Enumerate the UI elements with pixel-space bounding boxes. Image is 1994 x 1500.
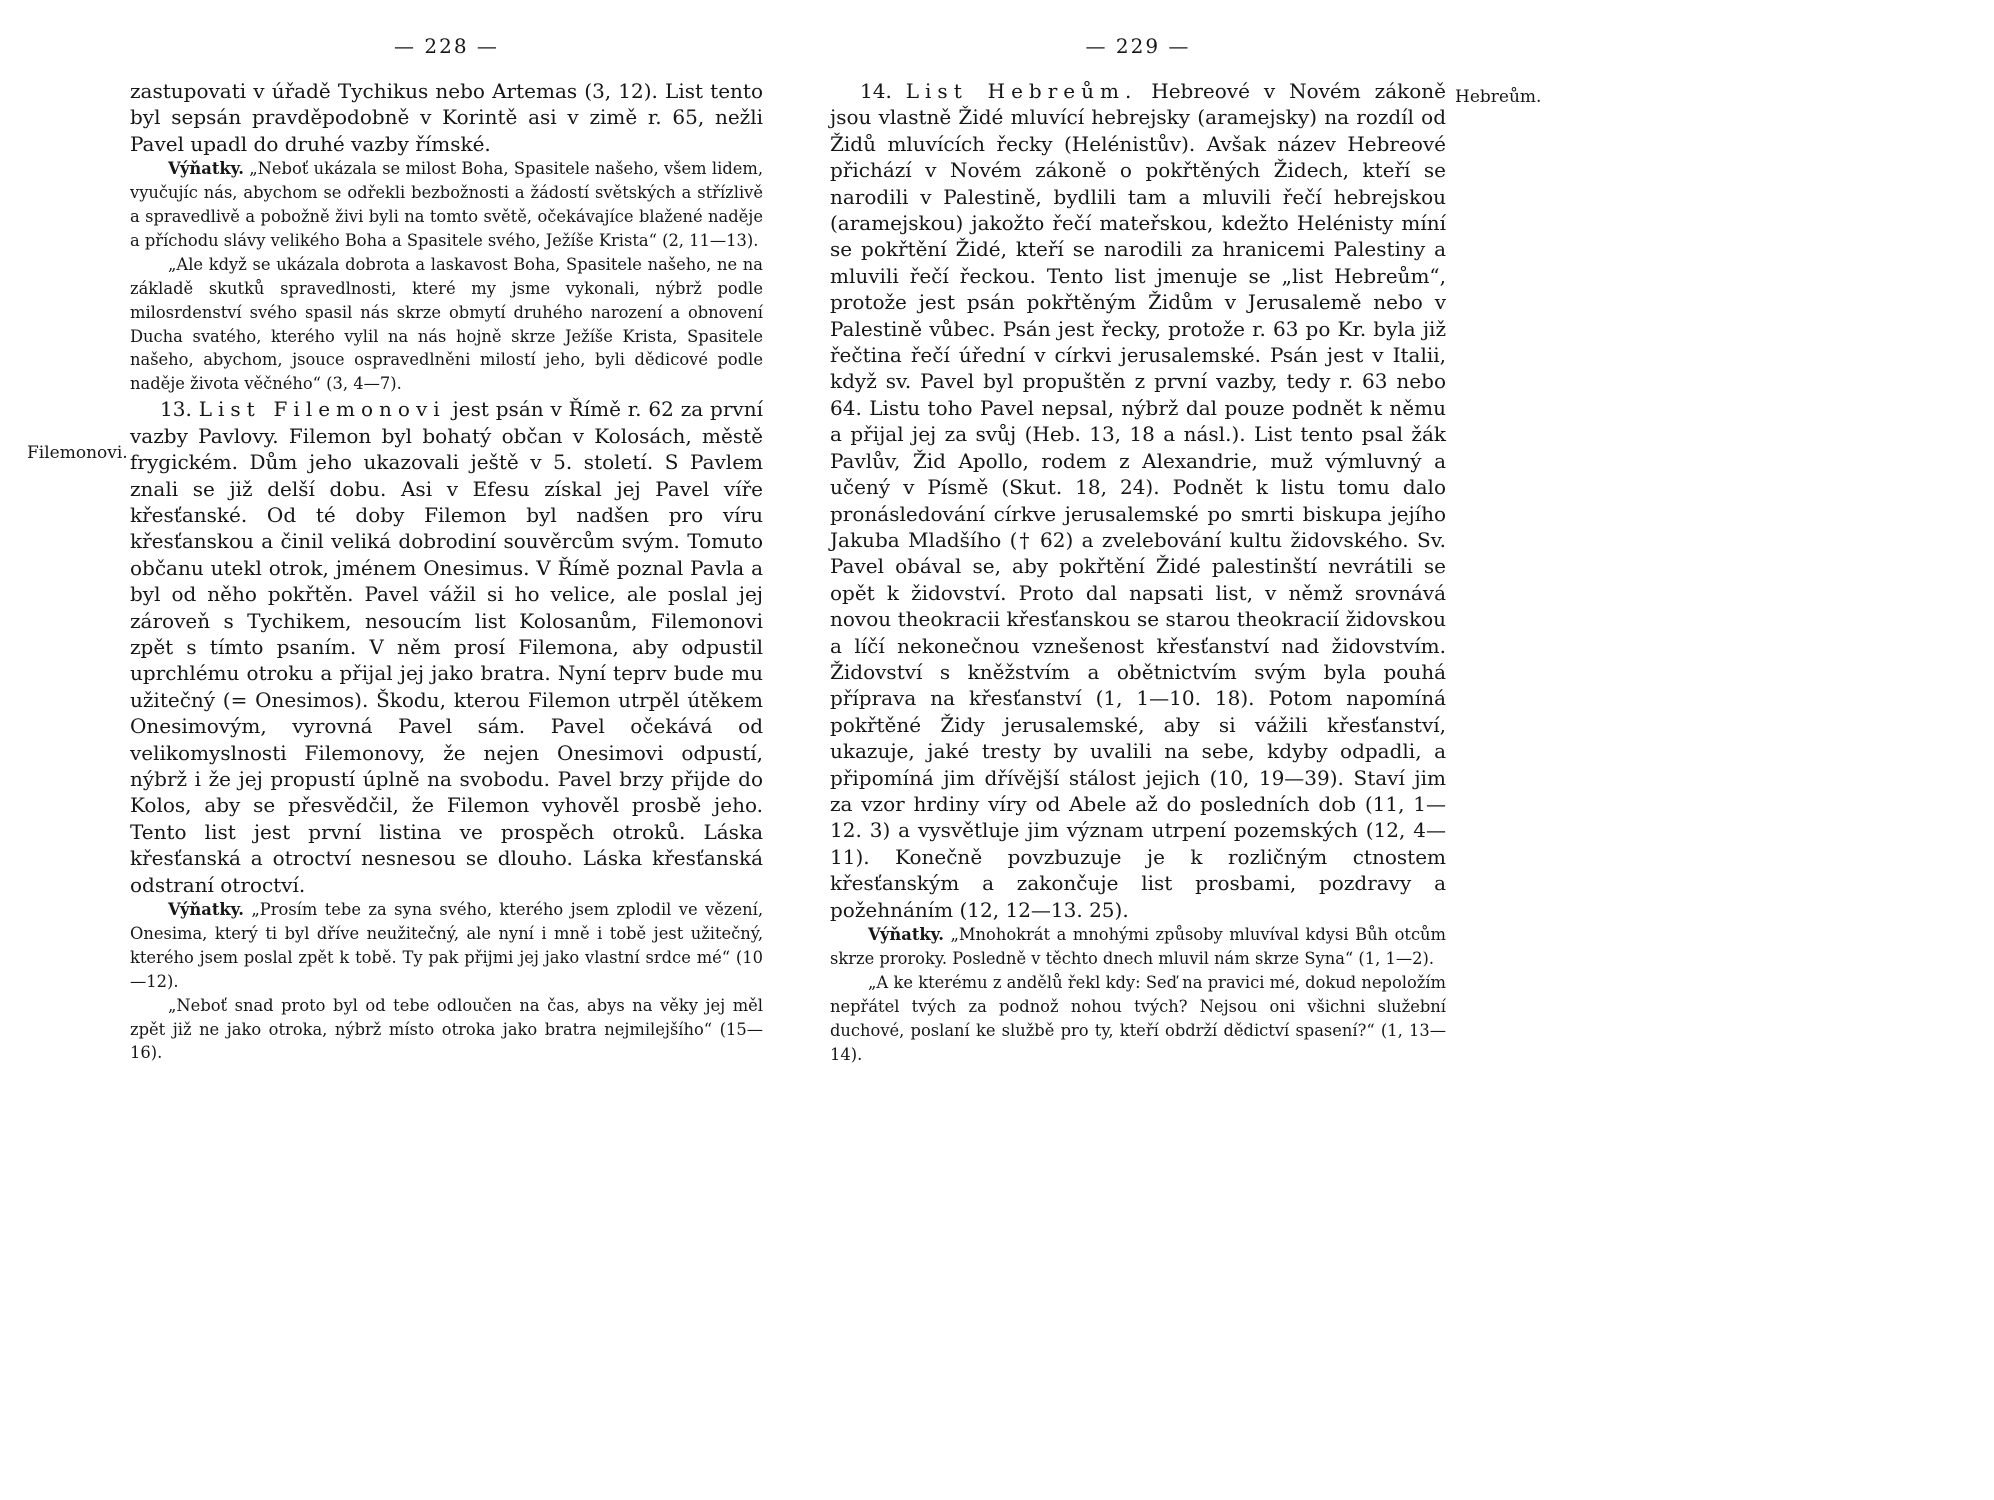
- margin-note-filemonovi: Filemonovi.: [27, 443, 128, 463]
- paragraph-section-14: [830, 78, 1446, 923]
- excerpt-text: „Neboť ukázala se milost Boha, Spasitele našeho, všem lidem, vyučujíc nás, abychom se odřekli bezbožnosti a žádostí světských a střízlivě a spravedlivě a pobožně živi byli na tomto světě, očekávajíce blažené naděje a příchodu slávy velikého Boha a Spasitele svého, Ježíše Krista“ (2, 11—13).: [130, 159, 763, 250]
- page-number-left: — 228 —: [394, 34, 499, 58]
- section-number: 13.: [160, 397, 192, 422]
- section-text: jest psán v Římě r. 62 za první vazby Pavlovy. Filemon byl bohatý občan v Kolosách, městě frygickém. Dům jeho ukazovali ještě v 5. století. S Pavlem znali se již delší dobu. Asi v Efesu získal jej Pavel víře křesťanské. Od té doby Filemon byl nadšen pro víru křesťanskou a činil veliká dobrodiní souvěrcům svým. Tomuto občanu utekl otrok, jménem Onesimus. V Římě poznal Pavla a byl od něho pokřtěn. Pavel vážil si ho velice, ale poslal jej zároveň s Tychikem, nesoucím list Kolosanům, Filemonovi zpět s tímto psaním. V něm prosí Filemona, aby odpustil uprchlému otroku a přijal jej jako bratra. Nyní teprv bude mu užitečný (= Onesimos). Škodu, kterou Filemon utrpěl útěkem Onesimovým, vyrovná Pavel sám. Pavel očekává od velikomyslnosti Filemonovy, že nejen Onesimovi odpustí, nýbrž i že jej propustí úplně na svobodu. Pavel brzy přijde do Kolos, aby se přesvědčil, že Filemon vyhověl prosbě jeho. Tento list jest první listina ve prospěch otroků. Láska křesťanská a otroctví nesnesou se dlouho. Láska křesťanská odstraní otroctví.: [130, 397, 763, 897]
- excerpt-text: „Mnohokrát a mnohými způsoby mluvíval kdysi Bůh otcům skrze proroky. Posledně v těchto dnech mluvil nám skrze Syna“ (1, 1—2).: [830, 925, 1446, 968]
- excerpt-label: Výňatky.: [868, 925, 944, 944]
- section-text: Hebreové v Novém zákoně jsou vlastně Židé mluvící hebrejsky (aramejsky) na rozdíl od Židů mluvících řecky (Helénistův). Avšak název Hebreové přichází v Novém zákoně o pokřtěných Židech, kteří se narodili v Palestině, bydlili tam a mluvili řečí hebrejskou (aramejskou) jakožto řečí mateřskou, kdežto Helénisty míní se pokřtění Židé, kteří se narodili za hranicemi Palestiny a mluvili řečí řeckou. Tento list jmenuje se „list Hebreům“, protože jest psán pokřtěným Židům v Jerusalemě nebo v Palestině vůbec. Psán jest řecky, protože r. 63 po Kr. byla již řečtina řečí úřední v církvi jerusalemské. Psán jest v Italii, když sv. Pavel byl propuštěn z první vazby, tedy r. 63 nebo 64. Listu toho Pavel nepsal, nýbrž dal pouze podnět k němu a přijal jej za svůj (Heb. 13, 18 a násl.). List tento psal žák Pavlův, Žid Apollo, rodem z Alexandrie, muž výmluvný a učený v Písmě (Skut. 18, 24). Podnět k listu tomu dalo pronásledování církve jerusalemské po smrti biskupa jejího Jakuba Mladšího († 62) a zvelebování kultu židovského. Sv. Pavel obával se, aby pokřtění Židé palestinští nevrátili se opět k židovství. Proto dal napsati list, v němž srovnává novou theokracii křesťanskou se starou theokracií židovskou a líčí nekonečnou vznešenost křesťanství nad židovstvím. Židovství s kněžstvím a obětnictvím svým byla pouhá příprava na křesťanství (1, 1—10. 18). Potom napomíná pokřtěné Židy jerusalemské, aby si vážili křesťanství, ukazuje, jaké tresty by uvalili na sebe, kdyby odpadli, a připomíná jim dřívější stálost jejich (10, 19—39). Staví jim za vzor hrdiny víry od Abele až do posledních dob (11, 1—12. 3) a vysvětluje jim význam utrpení pozemských (12, 4—11). Konečně povzbuzuje je k rozličným ctnostem křesťanským a zakončuje list prosbami, pozdravy a požehnáním (12, 12—13. 25).: [830, 79, 1447, 922]
- section-title: List Hebreům.: [905, 79, 1138, 103]
- excerpt-text: „Prosím tebe za syna svého, kterého jsem zplodil ve vězení, Onesima, který ti byl dříve neužitečný, ale nyní i mně i tobě jest užitečný, kterého jsem poslal zpět k tobě. Ty pak přijmi jej jako vlastní srdce mé“ (10—12).: [130, 900, 763, 991]
- excerpt-label: Výňatky.: [168, 159, 244, 179]
- margin-note-hebreum: Hebreům.: [1455, 87, 1542, 107]
- section-number: 14.: [860, 79, 892, 103]
- excerpt-paragraph: [130, 157, 763, 253]
- excerpt-paragraph: [130, 898, 763, 994]
- page-number-right: — 229 —: [1085, 34, 1191, 58]
- page-228: [130, 33, 763, 1065]
- excerpt-paragraph: „Ale když se ukázala dobrota a laskavost Boha, Spasitele našeho, ne na základě skutků spravedlnosti, které my jsme vykonali, nýbrž podle milosrdenství svého spasil nás skrze obmytí druhého narození a obnovení Ducha svatého, kterého vylil na nás hojně skrze Ježíše Krista, Spasitele našeho, abychom, jsouce ospravedlněni milostí jeho, byli dědicové podle naděje života věčného“ (3, 4—7).: [130, 254, 763, 394]
- excerpt-paragraph: „Neboť snad proto byl od tebe odloučen na čas, abys na věky jej měl zpět již ne jako otroka, nýbrž místo otroka jako bratra nejmilejšího“ (15—16).: [130, 995, 763, 1063]
- excerpt-paragraph: [830, 923, 1446, 971]
- excerpt-label: Výňatky.: [168, 900, 244, 919]
- section-title: List Filemonovi: [198, 397, 446, 422]
- paragraph-continuation: zastupovati v úřadě Tychikus nebo Artemas (3, 12). List tento byl sepsán pravděpodobně v Korintě asi v zimě r. 65, nežli Pavel upadl do druhé vazby římské.: [130, 79, 763, 156]
- excerpt-paragraph: „A ke kterému z andělů řekl kdy: Seď na pravici mé, dokud nepoložím nepřátel tvých za podnož nohou tvých? Nejsou oni všichni služební duchové, poslaní ke službě pro ty, kteří obdrží dědictví spasení?“ (1, 13—14).: [830, 972, 1446, 1064]
- paragraph-section-13: [130, 396, 763, 898]
- page-229: [830, 33, 1446, 1066]
